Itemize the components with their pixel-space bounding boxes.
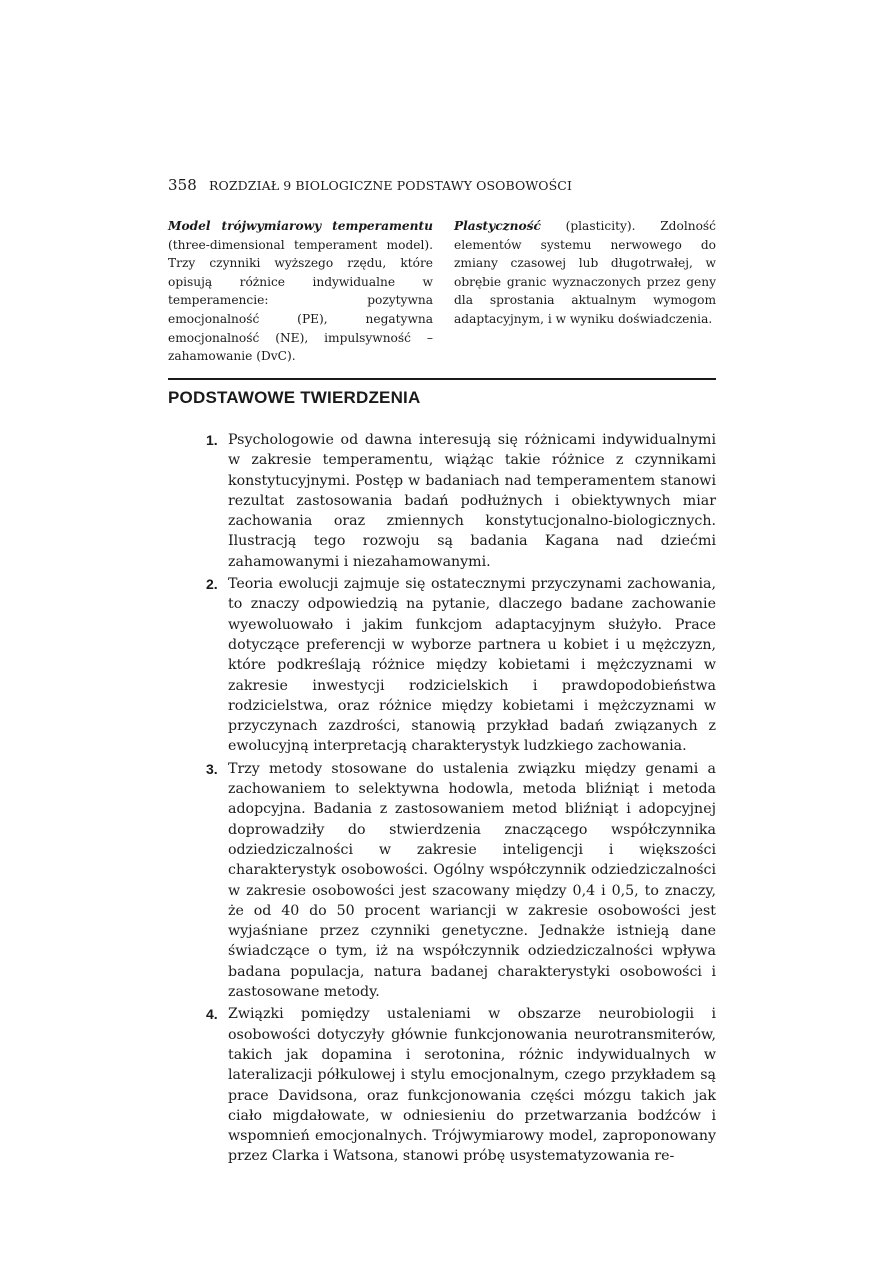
page-number: 358 xyxy=(168,176,197,194)
list-item-text: Teoria ewolucji zajmuje się ostatecznymi przyczynami zachowania, to znaczy odpowiedzią na pytanie, dlaczego badane zachowanie wyewoluowało i jakim funkcjom adaptacyjnym służyło. Prace dotyczące preferencji w wyborze partnera u kobiet i u mężczyzn, które podkreślają różnice między kobietami i mężczyznami w zakresie inwestycji rodzicielskich i prawdopodobieństwa rodzicielstwa, oraz różnice między kobietami i mężczyznami w przyczynach zazdrości, stanowią przykład badań związanych z ewolucyjną interpretacją charakterystyk ludzkiego zachowania. xyxy=(228,576,716,755)
list-item-number: 4. xyxy=(206,1006,218,1023)
glossary-term: Plastyczność xyxy=(454,219,541,233)
list-item-text: Związki pomiędzy ustaleniami w obszarze neurobiologii i osobowości dotyczyły głównie funkcjonowania neurotransmiterów, takich jak dopamina i serotonina, różnic indywidualnych w lateralizacji półkulowej i stylu emocjonalnym, czego przykładem są prace Davidsona, oraz funkcjonowania części mózgu takich jak ciało migdałowate, w odniesieniu do przetwarzania bodźców i wspomnień emocjonalnych. Trójwymiarowy model, zaproponowany przez Clarka i Watsona, stanowi próbę usystematyzowania re- xyxy=(228,1006,716,1165)
list-item xyxy=(206,1004,716,1166)
glossary-entry-right xyxy=(454,217,716,329)
running-header xyxy=(168,176,572,194)
list-item xyxy=(206,430,716,572)
list-item-number: 1. xyxy=(206,432,218,448)
list-item xyxy=(206,574,716,757)
list-item-text: Psychologowie od dawna interesują się różnicami indywidualnymi w zakresie temperamentu, wiążąc takie różnice z czynnikami konstytucyjnymi. Postęp w badaniach nad temperamentem stanowi rezultat zastosowania badań podłużnych i obiektywnych miar zachowania oraz zmiennych konstytucjonalno-biologicznych. Ilustracją tego rozwoju są badania Kagana nad dziećmi zahamowanymi i niezahamowanymi. xyxy=(228,432,716,570)
list-item xyxy=(206,759,716,1003)
running-title: ROZDZIAŁ 9 BIOLOGICZNE PODSTAWY OSOBOWOŚCI xyxy=(209,178,572,193)
glossary-definition: (plasticity). Zdolność elementów systemu nerwowego do zmiany czasowej lub długotrwałej, w obrębie granic wyznaczonych przez geny dla sprostania aktualnym wymogom adaptacyjnym, i w wyniku doświadczenia. xyxy=(454,219,716,326)
glossary-entry-left xyxy=(168,217,433,366)
list-item-number: 3. xyxy=(206,760,218,777)
section-heading: PODSTAWOWE TWIERDZENIA xyxy=(168,388,421,407)
list-item-text: Trzy metody stosowane do ustalenia związku między genami a zachowaniem to selektywna hodowla, metoda bliźniąt i metoda adopcyjna. Badania z zastosowaniem metod bliźniąt i adopcyjnej doprowadziły do stwierdzenia znaczącego współczynnika odziedziczalności w zakresie inteligencji i większości charakterystyk osobowości. Ogólny współczynnik odziedziczalności w zakresie osobowości jest szacowany między 0,4 i 0,5, to znaczy, że od 40 do 50 procent wariancji w zakresie osobowości jest wyjaśniane przez czynniki genetyczne. Jednakże istnieją dane świadczące o tym, iż na współczynnik odziedziczalności wpływa badana populacja, natura badanej charakterystyki osobowości i zastosowane metody. xyxy=(228,760,716,1001)
glossary-definition: (three-dimensional temperament model). Trzy czynniki wyższego rzędu, które opisują różnice indywidualne w temperamencie: pozytywna emocjonalność (PE), negatywna emocjonalność (NE), impulsywność – zahamowanie (DvC). xyxy=(168,237,433,364)
list-item-number: 2. xyxy=(206,576,218,593)
section-divider xyxy=(168,378,716,380)
summary-points-list xyxy=(206,430,716,1169)
glossary-term: Model trójwymiarowy temperamentu xyxy=(168,219,433,233)
